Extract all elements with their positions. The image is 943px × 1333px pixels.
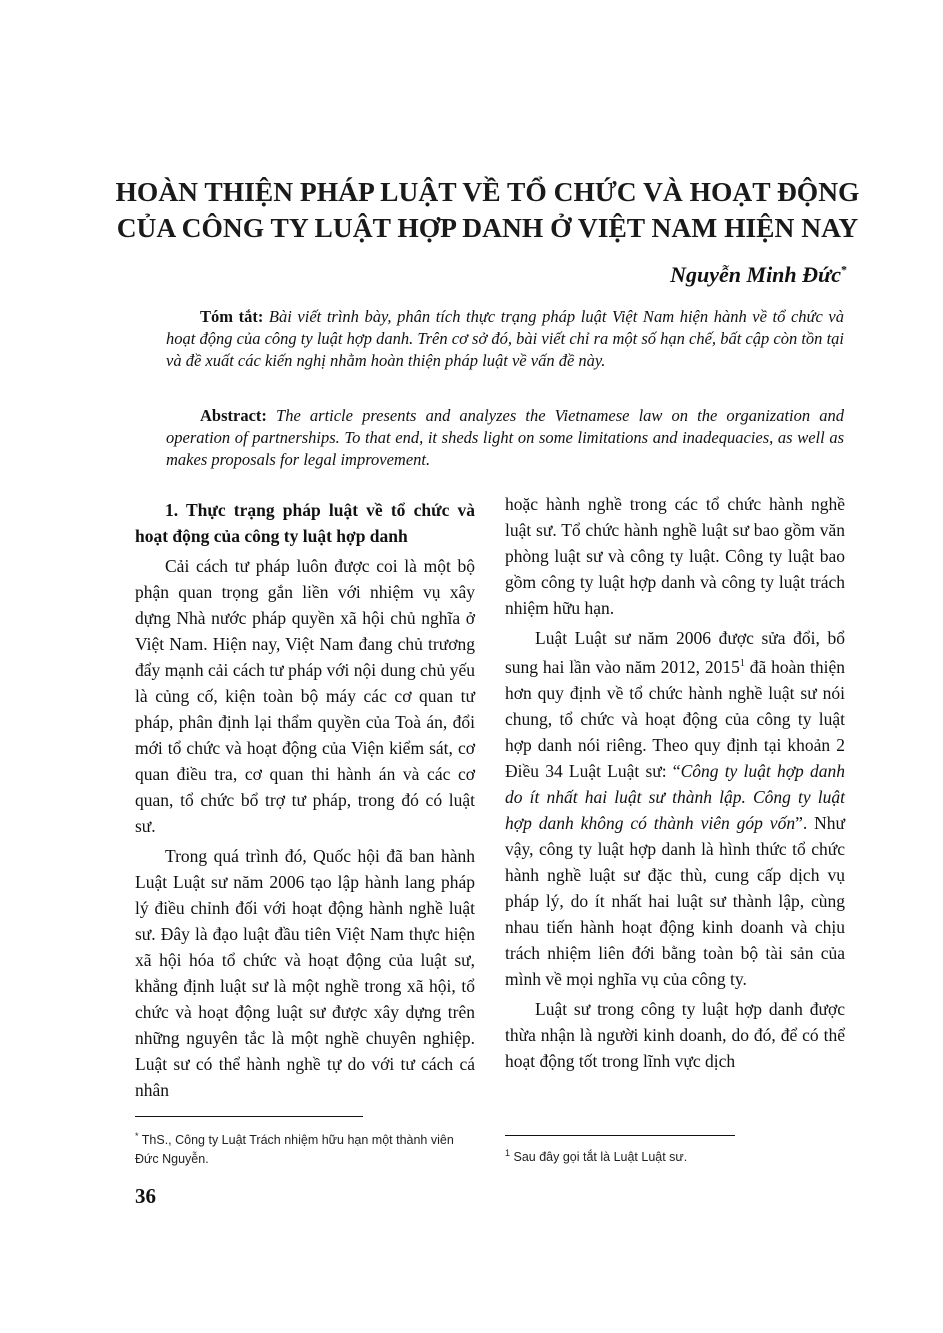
author-footnote-marker: * [841,262,847,277]
footnote-marker: * [135,1131,139,1141]
author-byline [670,262,847,288]
paragraph-text: đã hoàn thiện hơn quy định về tổ chức hành nghề luật sư nói chung, tổ chức và hoạt động của công ty luật hợp danh nói riêng. Theo quy định tại khoản 2 Điều 34 Luật Luật sư: “ [505,656,845,781]
paragraph: Cải cách tư pháp luôn được coi là một bộ phận quan trọng gắn liền với nhiệm vụ xây dựng Nhà nước pháp quyền xã hội chủ nghĩa ở Việt Nam. Hiện nay, Việt Nam đang chủ trương đẩy mạnh cải cách tư pháp với nội dung chủ yếu là củng cố, kiện toàn bộ máy các cơ quan tư pháp, phân định lại thẩm quyền của Toà án, đổi mới tổ chức và hoạt động của Viện kiểm sát, cơ quan điều tra, cơ quan thi hành án và các cơ quan, tổ chức bổ trợ tư pháp, trong đó có luật sư. [135,556,475,836]
paragraph [505,625,845,992]
paragraph: hoặc hành nghề trong các tổ chức hành nghề luật sư. Tổ chức hành nghề luật sư bao gồm văn phòng luật sư và công ty luật. Công ty luật bao gồm công ty luật hợp danh và công ty luật trách nhiệm hữu hạn. [505,494,845,618]
right-column [505,491,845,1078]
footnote-divider-right [505,1135,735,1136]
paragraph-text: ”. Như vậy, công ty luật hợp danh là hình thức tổ chức hành nghề luật sư đặc thù, cung cấp dịch vụ pháp lý, do ít nhất hai luật sư thành lập, cùng nhau tiến hành hoạt động kinh doanh và chịu trách nhiệm liên đới bằng toàn bộ tài sản của mình về mọi nghĩa vụ của công ty. [505,812,845,989]
abstract-en-label: Abstract: [200,406,267,425]
abstract-vietnamese [166,306,844,372]
footnote-text: Sau đây gọi tắt là Luật Luật sư. [513,1150,688,1165]
section-heading: 1. Thực trạng pháp luật về tổ chức và hoạt động của công ty luật hợp danh [135,500,475,546]
abstract-vi-text: Bài viết trình bày, phân tích thực trạng pháp luật Việt Nam hiện hành về tổ chức và hoạt động của công ty luật hợp danh. Trên cơ sở đó, bài viết chỉ ra một số hạn chế, bất cập còn tồn tại và đề xuất các kiến nghị nhằm hoàn thiện pháp luật về vấn đề này. [166,307,845,370]
footnote-marker: 1 [505,1148,511,1158]
paragraph: Luật sư trong công ty luật hợp danh được thừa nhận là người kinh doanh, do đó, để có thể hoạt động tốt trong lĩnh vực dịch [505,998,845,1071]
footnote-1 [505,1144,835,1167]
author-name: Nguyễn Minh Đức [670,262,841,287]
abstract-english [166,405,844,471]
footnote-author [135,1127,480,1169]
footnote-text: ThS., Công ty Luật Trách nhiệm hữu hạn một thành viên Đức Nguyễn. [135,1133,454,1167]
title-line-1: HOÀN THIỆN PHÁP LUẬT VỀ TỔ CHỨC VÀ HOẠT ĐỘNG [115,176,860,207]
article-title [70,174,905,246]
page-number: 36 [135,1184,156,1208]
legal-quote: Công ty luật hợp danh do ít nhất hai luật sư thành lập. Công ty luật hợp danh không có thành viên góp vốn [505,760,845,833]
footnote-divider-left [135,1116,363,1117]
paragraph-text: Luật Luật sư năm 2006 được sửa đổi, bổ sung hai lần vào năm 2012, 2015 [505,628,845,677]
title-line-2: CỦA CÔNG TY LUẬT HỢP DANH Ở VIỆT NAM HIỆN NAY [116,212,859,243]
footnote-reference: 1 [739,658,745,669]
paragraph: Trong quá trình đó, Quốc hội đã ban hành Luật Luật sư năm 2006 tạo lập hành lang pháp lý điều chỉnh đối với hoạt động hành nghề luật sư. Đây là đạo luật đầu tiên Việt Nam thực hiện xã hội hóa tổ chức và hoạt động của luật sư, khẳng định luật sư là một nghề trong xã hội, tổ chức và hoạt động luật sư được xây dựng trên những nguyên tắc là một nghề chuyên nghiệp. Luật sư có thể hành nghề tự do với tư cách cá nhân [135,846,475,1100]
left-column [135,497,475,1107]
abstract-vi-label: Tóm tắt: [200,307,264,326]
abstract-en-text: The article presents and analyzes the Vietnamese law on the organization and operation of partnerships. To that end, it sheds light on some limitations and inadequacies, as well as makes proposals for legal improvement. [166,406,845,469]
